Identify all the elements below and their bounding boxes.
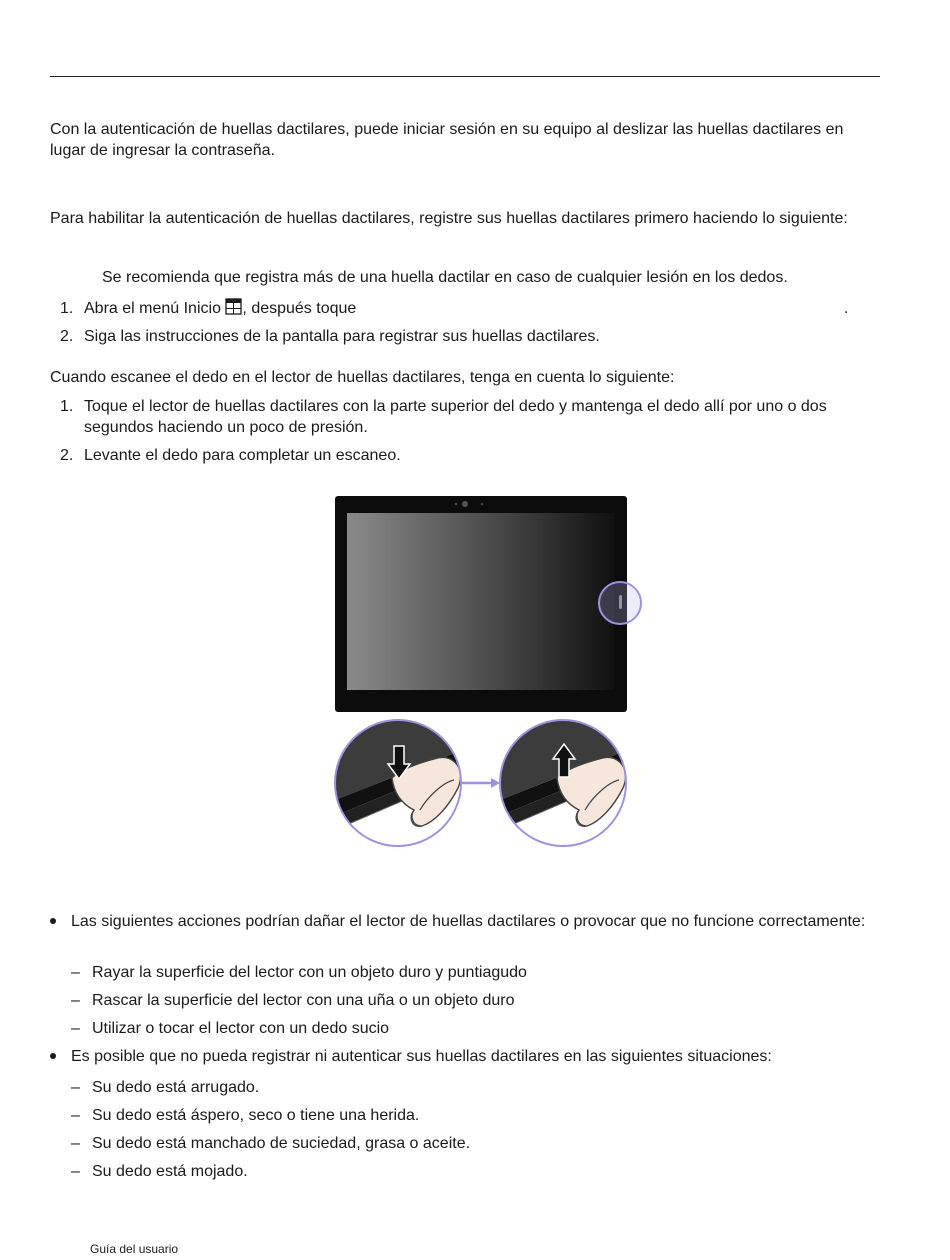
step-text-continuation: , después toque	[242, 300, 357, 317]
bullet-icon	[50, 1053, 56, 1059]
arrow-right-icon	[491, 778, 500, 788]
step-number: 1.	[60, 398, 74, 415]
intro-paragraph: Con la autenticación de huellas dactilares, puede iniciar sesión en su equipo al deslizar las huellas dactilares en lugar de ingresar la contraseña.	[50, 121, 844, 159]
bullet-text: Las siguientes acciones podrían dañar el lector de huellas dactilares o provocar que no funcione correctamente:	[71, 913, 866, 930]
bullet-icon	[50, 918, 56, 924]
step-number: 1.	[60, 300, 74, 317]
step-text: Levante el dedo para completar un escaneo.	[84, 447, 401, 464]
setup-intro-paragraph: Para habilitar la autenticación de huellas dactilares, registre sus huellas dactilares primero haciendo lo siguiente:	[50, 210, 848, 227]
reader-highlight-circle	[599, 582, 641, 624]
step-number: 2.	[60, 328, 74, 345]
step-text: Abra el menú Inicio	[84, 300, 221, 317]
tablet-device	[335, 496, 641, 712]
step-text: Siga las instrucciones de la pantalla para registrar sus huellas dactilares.	[84, 328, 600, 345]
step-number: 2.	[60, 447, 74, 464]
footer-label: Guía del usuario	[90, 1242, 179, 1256]
scan-intro-paragraph: Cuando escanee el dedo en el lector de huellas dactilares, tenga en cuenta lo siguiente:	[50, 369, 675, 386]
start-menu-icon	[225, 298, 242, 315]
camera-icon	[462, 501, 468, 507]
fingerprint-reader-illustration	[330, 492, 642, 852]
tablet-screen	[347, 513, 614, 690]
note-text: Se recomienda que registra más de una huella dactilar en caso de cualquier lesión en los dedos.	[102, 269, 788, 286]
step-arrow	[461, 778, 500, 788]
touch-step-circle	[330, 719, 470, 846]
header-rule	[50, 76, 880, 77]
lift-step-circle	[495, 719, 635, 846]
step-text: Toque el lector de huellas dactilares con la parte superior del dedo y mantenga el dedo allí por uno o dos segundos haciendo un poco de presión.	[84, 398, 827, 436]
step-end-period: .	[844, 300, 849, 317]
bullet-text: Es posible que no pueda registrar ni autenticar sus huellas dactilares en las siguientes situaciones:	[71, 1048, 772, 1065]
